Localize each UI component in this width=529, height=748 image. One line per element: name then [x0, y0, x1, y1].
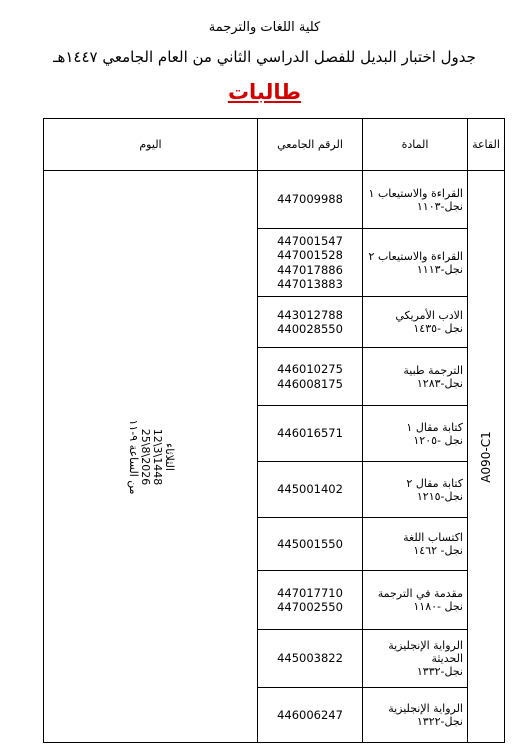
student-id: 447017886 — [277, 262, 343, 277]
subject-cell — [363, 348, 468, 406]
student-ids-cell — [258, 406, 363, 462]
subject-name: الرواية الإنجليزية — [388, 702, 463, 715]
subject-name: القراءة والاستيعاب ٢ — [368, 249, 463, 263]
subject-name: اكتساب اللغة — [403, 531, 463, 544]
subject-name: مقدمة في الترجمة — [377, 587, 463, 600]
subject-name: الرواية الإنجليزية — [388, 639, 463, 652]
student-ids-cell — [258, 171, 363, 229]
student-id: 447013883 — [277, 277, 343, 291]
room-code: A090-C1 — [479, 430, 493, 483]
exam-schedule-table — [43, 118, 505, 743]
subject-name: القراءة والاستيعاب ١ — [368, 186, 463, 200]
subject-cell — [363, 688, 468, 743]
subject-name: كتابة مقال ١ — [406, 420, 463, 434]
student-ids-cell — [258, 348, 363, 406]
student-id: 446010275 — [277, 362, 343, 376]
student-ids-cell — [258, 630, 363, 688]
course-code: نجل-١٢١٥ — [416, 489, 463, 503]
subject-cell — [363, 229, 468, 297]
student-id: 446008175 — [277, 376, 343, 391]
course-code: نجل-١٢٨٣ — [416, 376, 463, 390]
course-code: نجل -١٤٣٥ — [413, 322, 463, 335]
student-id: 447017710 — [277, 585, 343, 600]
course-code: نجل-١١٠٣ — [416, 199, 463, 213]
column-header-subject: المادة — [363, 119, 468, 171]
subject-cell — [363, 297, 468, 348]
student-id: 447001547 — [277, 233, 343, 248]
course-code: نجل- ١٤٦٢ — [413, 544, 463, 557]
student-id: 440028550 — [277, 322, 343, 336]
subject-cell — [363, 406, 468, 462]
subject-name: الترجمة طبية — [403, 363, 463, 377]
subject-name: كتابة مقال ٢ — [406, 476, 463, 490]
subject-cell — [363, 571, 468, 630]
column-header-room: القاعة — [468, 119, 505, 171]
student-id: 446016571 — [277, 426, 343, 441]
student-id: 446006247 — [277, 707, 343, 722]
student-id: 447009988 — [277, 192, 343, 207]
subject-cell — [363, 171, 468, 229]
course-code: نجل -١٢٠٥ — [413, 433, 463, 447]
exam-day-time: من الساعة ٩-١١ — [126, 418, 140, 495]
column-header-student-id: الرقم الجامعي — [258, 119, 363, 171]
section-heading: طالبات — [227, 80, 302, 104]
course-code: نجل -١١٨٠ — [413, 600, 463, 613]
student-id: 445001402 — [277, 482, 343, 497]
student-ids-cell — [258, 229, 363, 297]
column-header-day: اليوم — [44, 119, 258, 171]
exam-day-weekday: الثلاثاء — [162, 442, 176, 471]
exam-day-gregorian: 25\8\2026 — [138, 428, 152, 485]
student-id: 447001528 — [277, 248, 343, 262]
college-name: كلية اللغات والترجمة — [208, 20, 321, 35]
subject-cell — [363, 518, 468, 571]
student-ids-cell — [258, 571, 363, 630]
student-ids-cell — [258, 688, 363, 743]
exam-day-text — [127, 419, 175, 494]
subject-name: الادب الأمريكي — [395, 309, 463, 322]
room-cell — [468, 171, 505, 743]
course-code: نجل-١١١٣ — [416, 262, 463, 276]
exam-day-hijri: 12\3\1448 — [150, 428, 164, 485]
exam-schedule-title: جدول اختبار البديل للفصل الدراسي الثاني من العام الجامعي ١٤٤٧هـ — [53, 48, 476, 66]
student-ids-cell — [258, 462, 363, 518]
course-code: نجل-١٣٢٢ — [416, 715, 463, 728]
table-body — [44, 171, 505, 743]
student-id: 445001550 — [277, 536, 343, 551]
student-id: 445003822 — [277, 651, 343, 666]
student-id: 443012788 — [277, 307, 343, 322]
subject-name: الحديثة — [431, 652, 463, 665]
subject-cell — [363, 462, 468, 518]
student-id: 447002550 — [277, 600, 343, 614]
student-ids-cell — [258, 297, 363, 348]
student-ids-cell — [258, 518, 363, 571]
table-header-row — [44, 119, 505, 171]
exam-day-cell — [44, 171, 258, 743]
subject-cell — [363, 630, 468, 688]
table-row — [44, 171, 505, 229]
course-code: نجل-١٣٣٢ — [416, 665, 463, 678]
